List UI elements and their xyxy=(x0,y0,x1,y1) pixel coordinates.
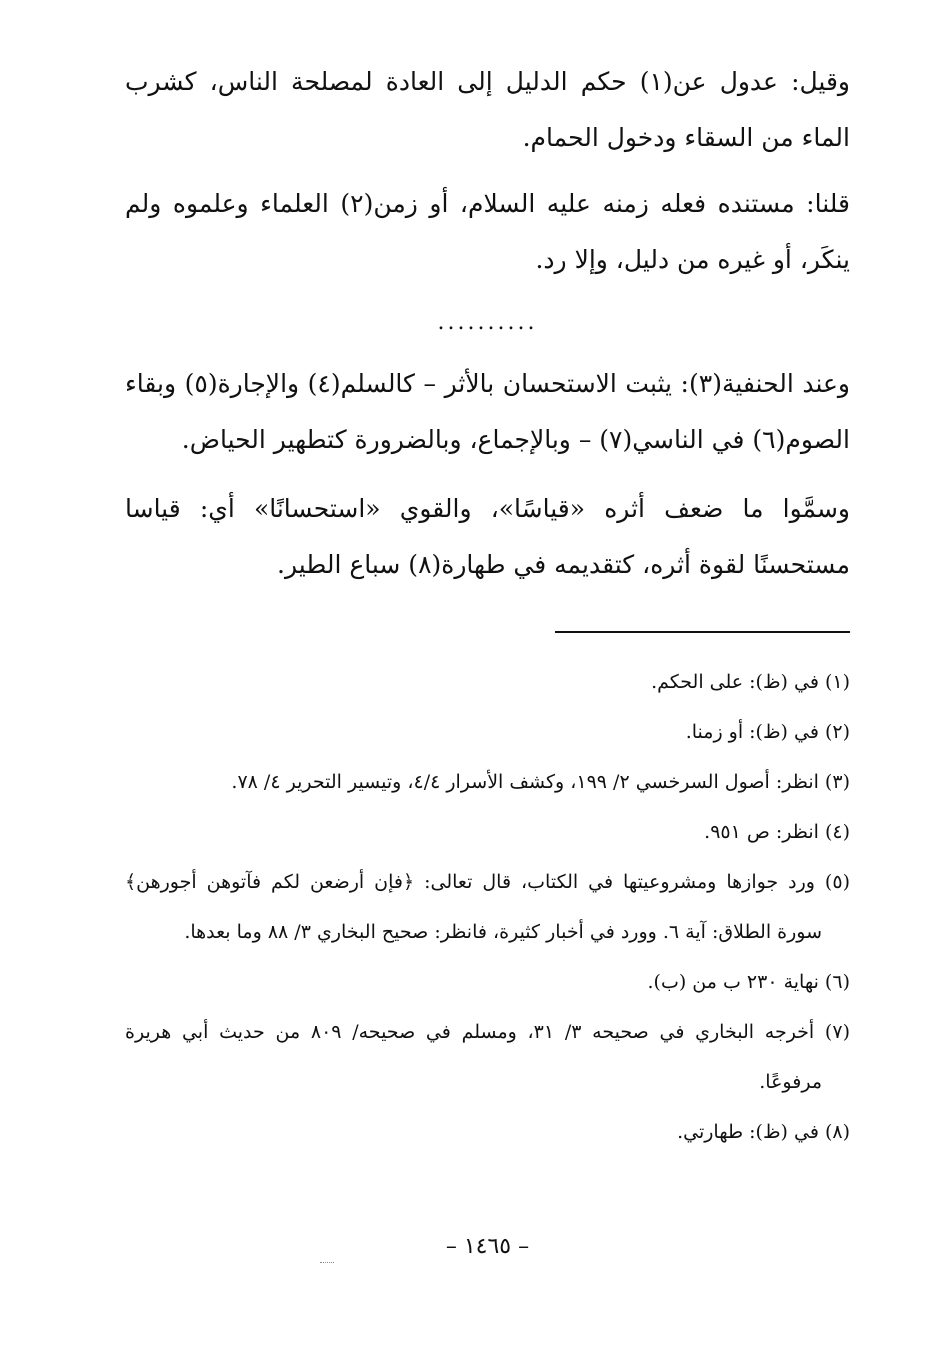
footnotes-list xyxy=(125,657,850,1157)
footnote-7: (٧) أخرجه البخاري في صحيحه ٣/ ٣١، ومسلم في صحيحه/ ٨٠٩ من حديث أبي هريرة مرفوعًا. xyxy=(125,1021,850,1093)
book-page xyxy=(125,0,850,1363)
footnote-divider xyxy=(555,631,850,633)
page-number: – ١٤٦٥ – xyxy=(445,1234,530,1259)
footnote-6: (٦) نهاية ٢٣٠ ب من (ب). xyxy=(647,971,850,993)
footnote-2: (٢) في (ظ): أو زمنا. xyxy=(685,721,850,743)
paragraph-3: وعند الحنفية(٣): يثبت الاستحسان بالأثر – كالسلم(٤) والإجارة(٥) وبقاء الصوم(٦) في الناسي(٧) – وبالإجماع، وبالضرورة كتطهير الحياض. xyxy=(125,369,850,454)
footnote-5: (٥) ورد جوازها ومشروعيتها في الكتاب، قال تعالى: ﴿فإن أرضعن لكم فآتوهن أجورهن﴾ سورة الطلاق: آية ٦. وورد في أخبار كثيرة، فانظر: صحيح البخاري ٣/ ٨٨ وما بعدها. xyxy=(125,871,850,943)
footnote-4: (٤) انظر: ص ٩٥١. xyxy=(704,821,850,843)
footnote-1: (١) في (ظ): على الحكم. xyxy=(651,671,850,693)
paragraph-4: وسمَّوا ما ضعف أثره «قياسًا»، والقوي «استحسانًا» أي: قياسا مستحسنًا لقوة أثره، كتقديمه في طهارة(٨) سباع الطير. xyxy=(125,494,850,579)
scan-speck xyxy=(320,1262,334,1263)
paragraph-2: قلنا: مستنده فعله زمنه عليه السلام، أو زمن(٢) العلماء وعلموه ولم ينكَر، أو غيره من دليل، وإلا رد. xyxy=(125,189,850,274)
footnote-3: (٣) انظر: أصول السرخسي ٢/ ١٩٩، وكشف الأسرار ٤/٤، وتيسير التحرير ٤/ ٧٨. xyxy=(231,771,850,793)
paragraph-1: وقيل: عدول عن(١) حكم الدليل إلى العادة لمصلحة الناس، كشرب الماء من السقاء ودخول الحمام. xyxy=(125,67,851,152)
section-separator: .......... xyxy=(437,310,538,335)
footnote-8: (٨) في (ظ): طهارتي. xyxy=(677,1121,850,1143)
